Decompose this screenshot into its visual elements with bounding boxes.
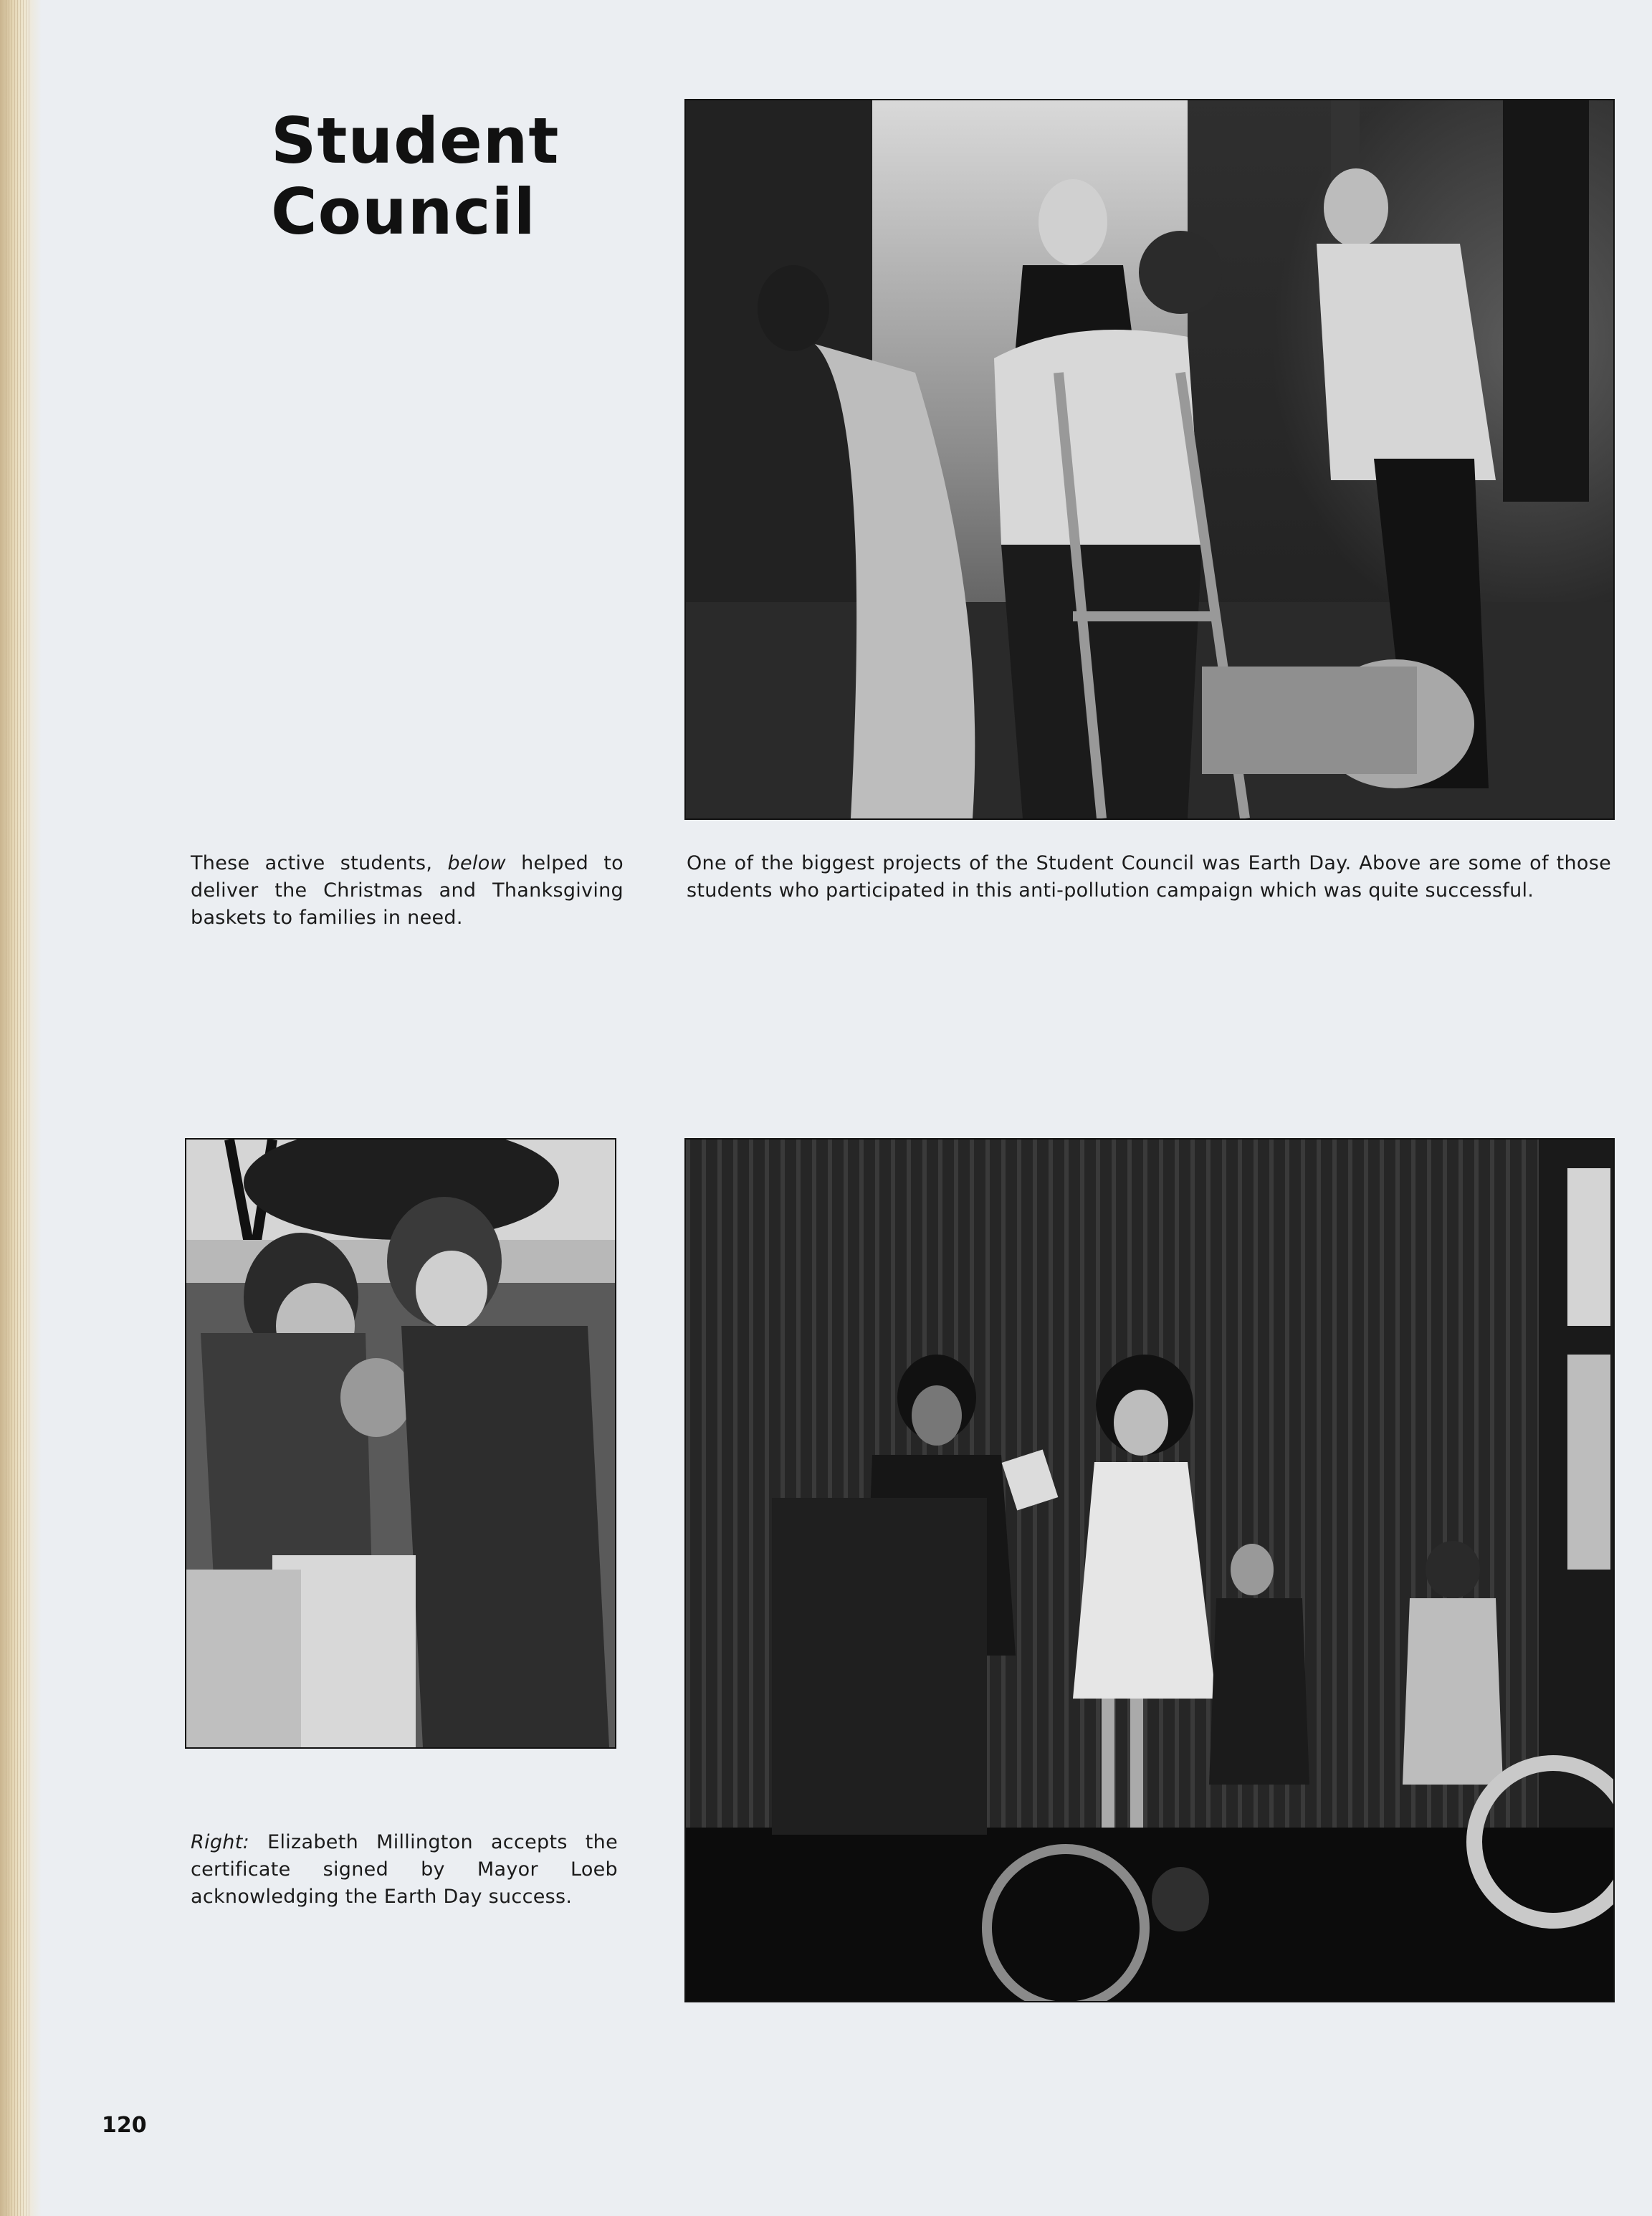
earth-day-cleanup-photo: [684, 99, 1615, 820]
page-edge-lines: [6, 0, 30, 2216]
basket-caption-emphasis: below: [447, 852, 506, 874]
certificate-ceremony-photo: [684, 1138, 1615, 2002]
basket-caption-lead: These active students,: [191, 852, 448, 874]
earth-day-caption: [687, 850, 1611, 904]
certificate-caption-emphasis: Right:: [191, 1831, 249, 1853]
earth-day-caption-text: One of the biggest projects of the Student Council was Earth Day. Above are some of those students who participated in this anti-pollution campaign which was quite successful.: [687, 852, 1611, 902]
certificate-photo-graphic: [686, 1140, 1613, 2001]
earth-day-photo-graphic: [686, 100, 1613, 818]
page-title: [271, 106, 572, 247]
title-line-student: Student: [271, 104, 560, 178]
basket-caption: [191, 850, 624, 932]
certificate-caption: [191, 1829, 618, 1911]
basket-photo-graphic: [186, 1140, 615, 1747]
certificate-caption-body: Elizabeth Millington accepts the certificate signed by Mayor Loeb acknowledging the Earth Day success.: [191, 1831, 618, 1908]
title-line-council: Council: [271, 174, 536, 249]
page-number: 120: [102, 2113, 147, 2138]
basket-delivery-photo: [185, 1138, 616, 1749]
basket-caption-body: helped to deliver the Christmas and Thanksgiving baskets to families in need.: [191, 852, 624, 929]
